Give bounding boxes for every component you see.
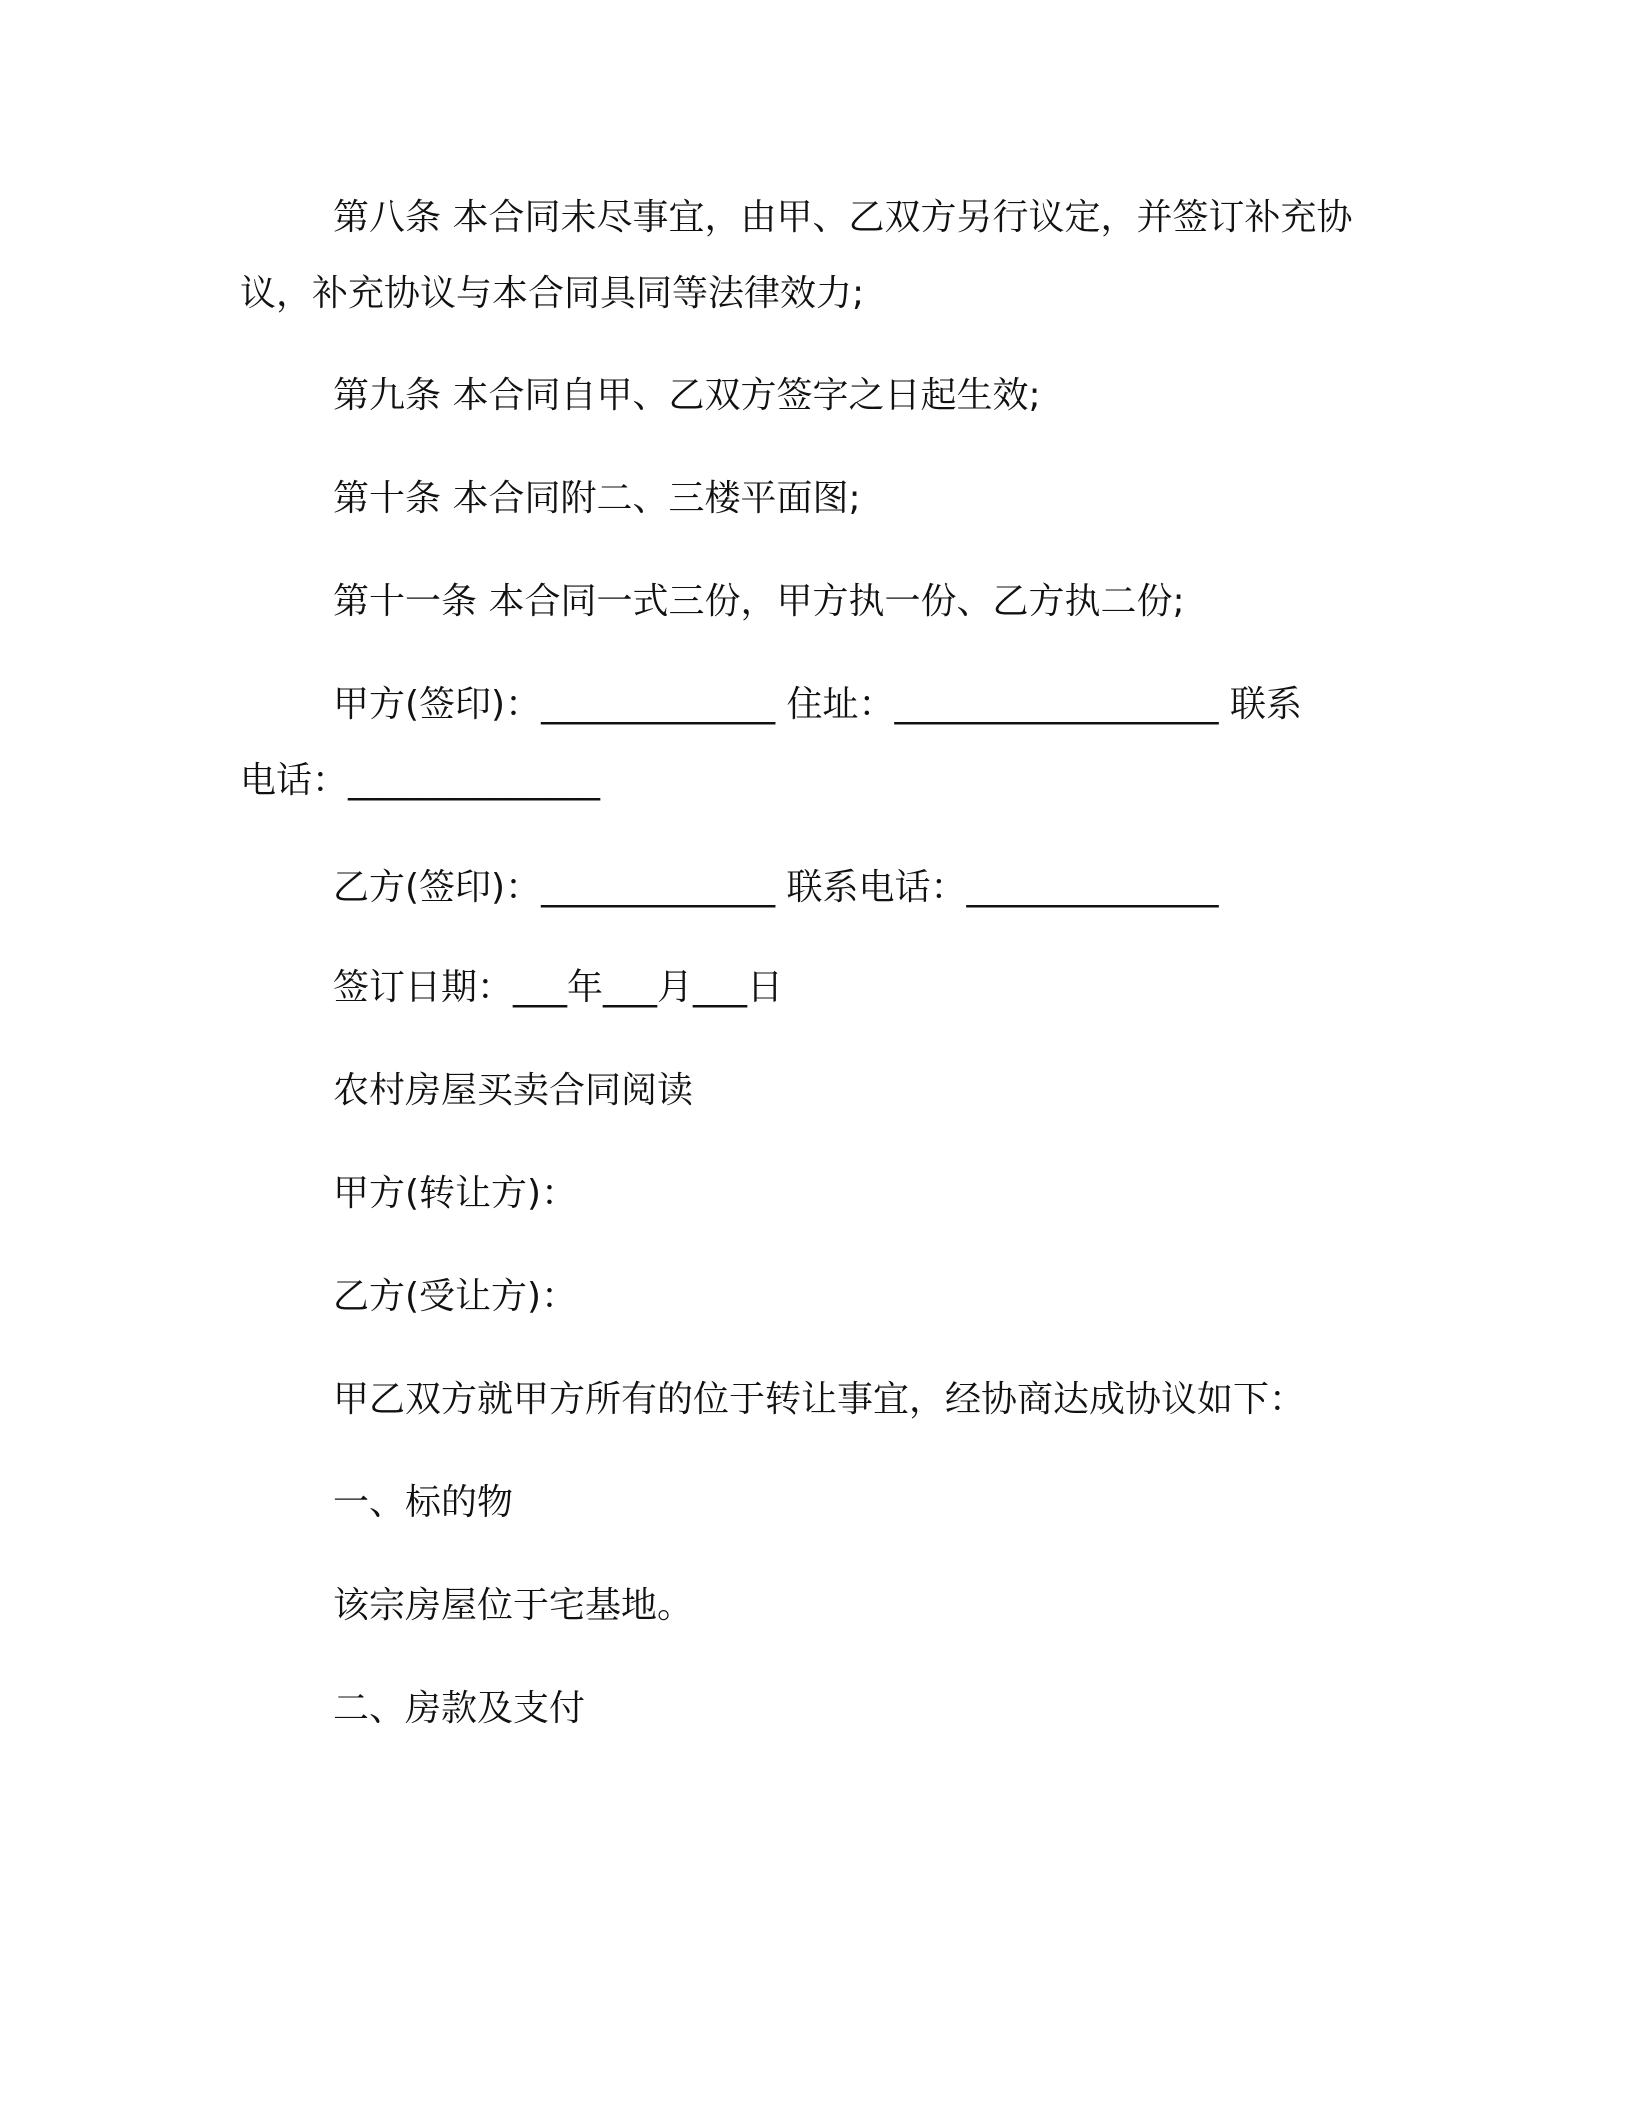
party-a-transferor: 甲方(转让方)：	[333, 1173, 578, 1214]
party-a-signature-line-2: 电话：______________	[240, 760, 601, 801]
sign-date-line: 签订日期：___年___月___日	[333, 967, 784, 1008]
party-a-signature-line-1: 甲方(签印)：_____________ 住址：__________________ 联系	[333, 684, 1302, 725]
article-11-line: 第十一条 本合同一式三份，甲方执一份、乙方执二份;	[333, 581, 1185, 622]
article-9-line: 第九条 本合同自甲、乙双方签字之日起生效;	[333, 375, 1041, 416]
section-1-body: 该宗房屋位于宅基地。	[333, 1585, 694, 1626]
contract-title: 农村房屋买卖合同阅读	[333, 1070, 694, 1111]
party-b-transferee: 乙方(受让方)：	[333, 1276, 578, 1317]
article-8-line-2: 议，补充协议与本合同具同等法律效力;	[240, 273, 865, 314]
party-b-signature-line: 乙方(签印)：_____________ 联系电话：______________	[333, 867, 1219, 908]
article-10-line: 第十条 本合同附二、三楼平面图;	[333, 478, 861, 519]
agreement-intro: 甲乙双方就甲方所有的位于转让事宜，经协商达成协议如下：	[333, 1379, 1306, 1420]
article-8-line-1: 第八条 本合同未尽事宜，由甲、乙双方另行议定，并签订补充协	[333, 197, 1353, 238]
section-1-heading: 一、标的物	[333, 1482, 514, 1523]
section-2-heading: 二、房款及支付	[333, 1688, 586, 1729]
